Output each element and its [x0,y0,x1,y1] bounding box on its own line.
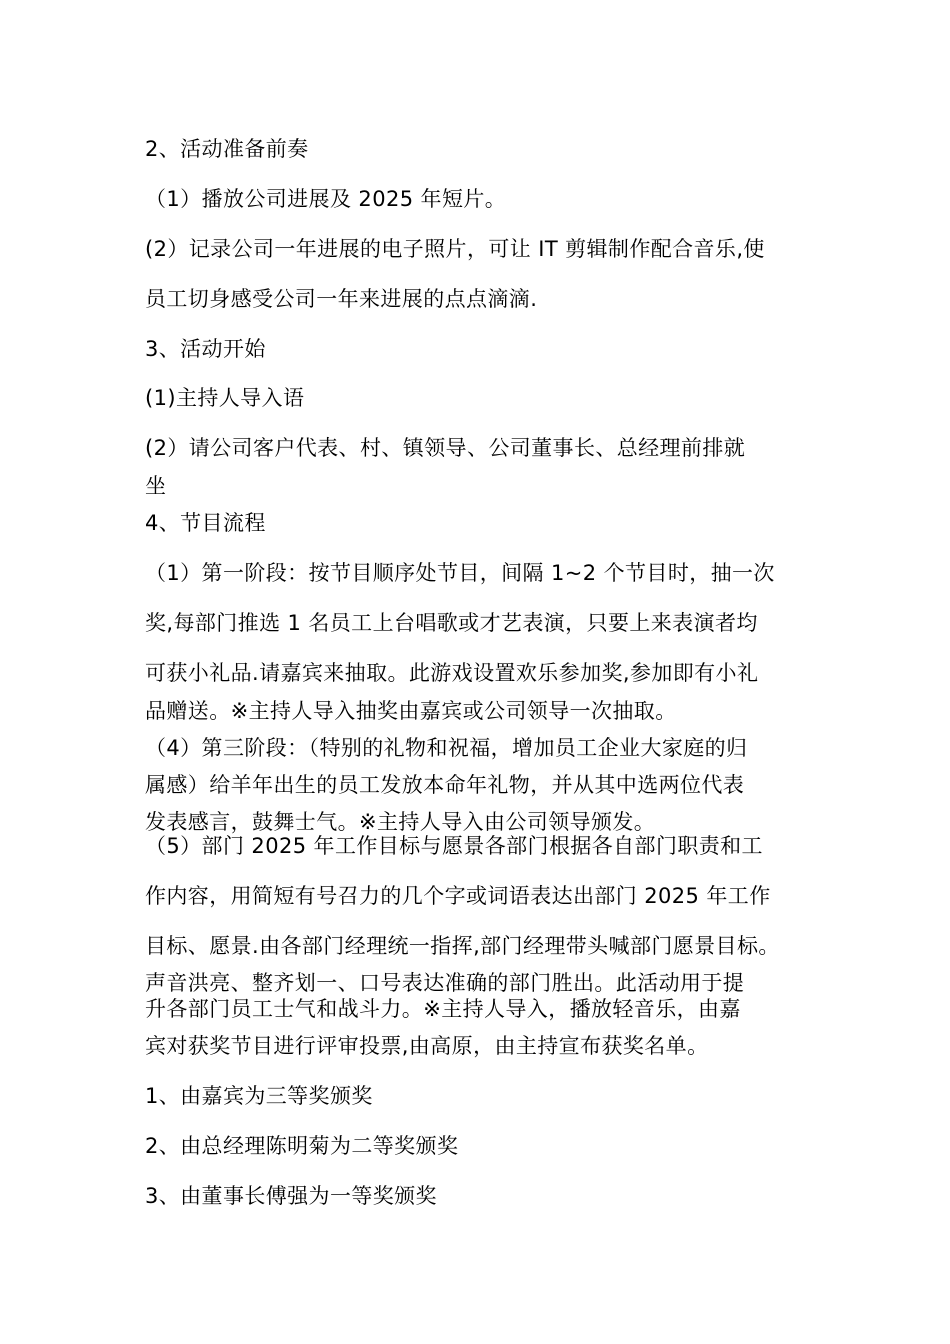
text-line: 发表感言，鼓舞士气。※主持人导入由公司领导颁发。 [145,810,656,834]
text-line: 奖,每部门推选 1 名员工上台唱歌或才艺表演，只要上来表演者均 [145,611,758,635]
text-line: 员工切身感受公司一年来进展的点点滴滴. [145,287,538,311]
award-item-third: 1、由嘉宾为三等奖颁奖 [145,1084,373,1108]
text-line: 属感）给羊年出生的员工发放本命年礼物，并从其中选两位代表 [145,773,745,797]
text-line: （1）播放公司进展及 2025 年短片。 [145,187,507,211]
award-item-second: 2、由总经理陈明菊为二等奖颁奖 [145,1134,459,1158]
award-item-first: 3、由董事长傅强为一等奖颁奖 [145,1184,437,1208]
text-line: 升各部门员工士气和战斗力。※主持人导入，播放轻音乐，由嘉 [145,997,741,1021]
text-line: 声音洪亮、整齐划一、口号表达准确的部门胜出。此活动用于提 [145,971,745,995]
text-line: 品赠送。※主持人导入抽奖由嘉宾或公司领导一次抽取。 [145,699,677,723]
text-line: (2）记录公司一年进展的电子照片，可让 IT 剪辑制作配合音乐,使 [145,237,765,261]
text-line: （4）第三阶段：（特别的礼物和祝福，增加员工企业大家庭的归 [145,736,748,760]
text-line: 目标、愿景.由各部门经理统一指挥,部门经理带头喊部门愿景目标。 [145,934,780,958]
text-line: 宾对获奖节目进行评审投票,由高原，由主持宣布获奖名单。 [145,1034,709,1058]
text-line: 作内容，用简短有号召力的几个字或词语表达出部门 2025 年工作 [145,884,771,908]
text-line: (1)主持人导入语 [145,386,305,410]
text-line: （1）第一阶段：按节目顺序处节目，间隔 1~2 个节目时，抽一次 [145,561,775,585]
text-line: 坐 [145,474,167,498]
section-heading-start: 3、活动开始 [145,337,266,361]
text-line: (2）请公司客户代表、村、镇领导、公司董事长、总经理前排就 [145,436,746,460]
section-heading-program: 4、节目流程 [145,511,266,535]
section-heading-preparation: 2、活动准备前奏 [145,137,309,161]
text-line: （5）部门 2025 年工作目标与愿景各部门根据各自部门职责和工 [145,834,763,858]
text-line: 可获小礼品.请嘉宾来抽取。此游戏设置欢乐参加奖,参加即有小礼 [145,661,759,685]
